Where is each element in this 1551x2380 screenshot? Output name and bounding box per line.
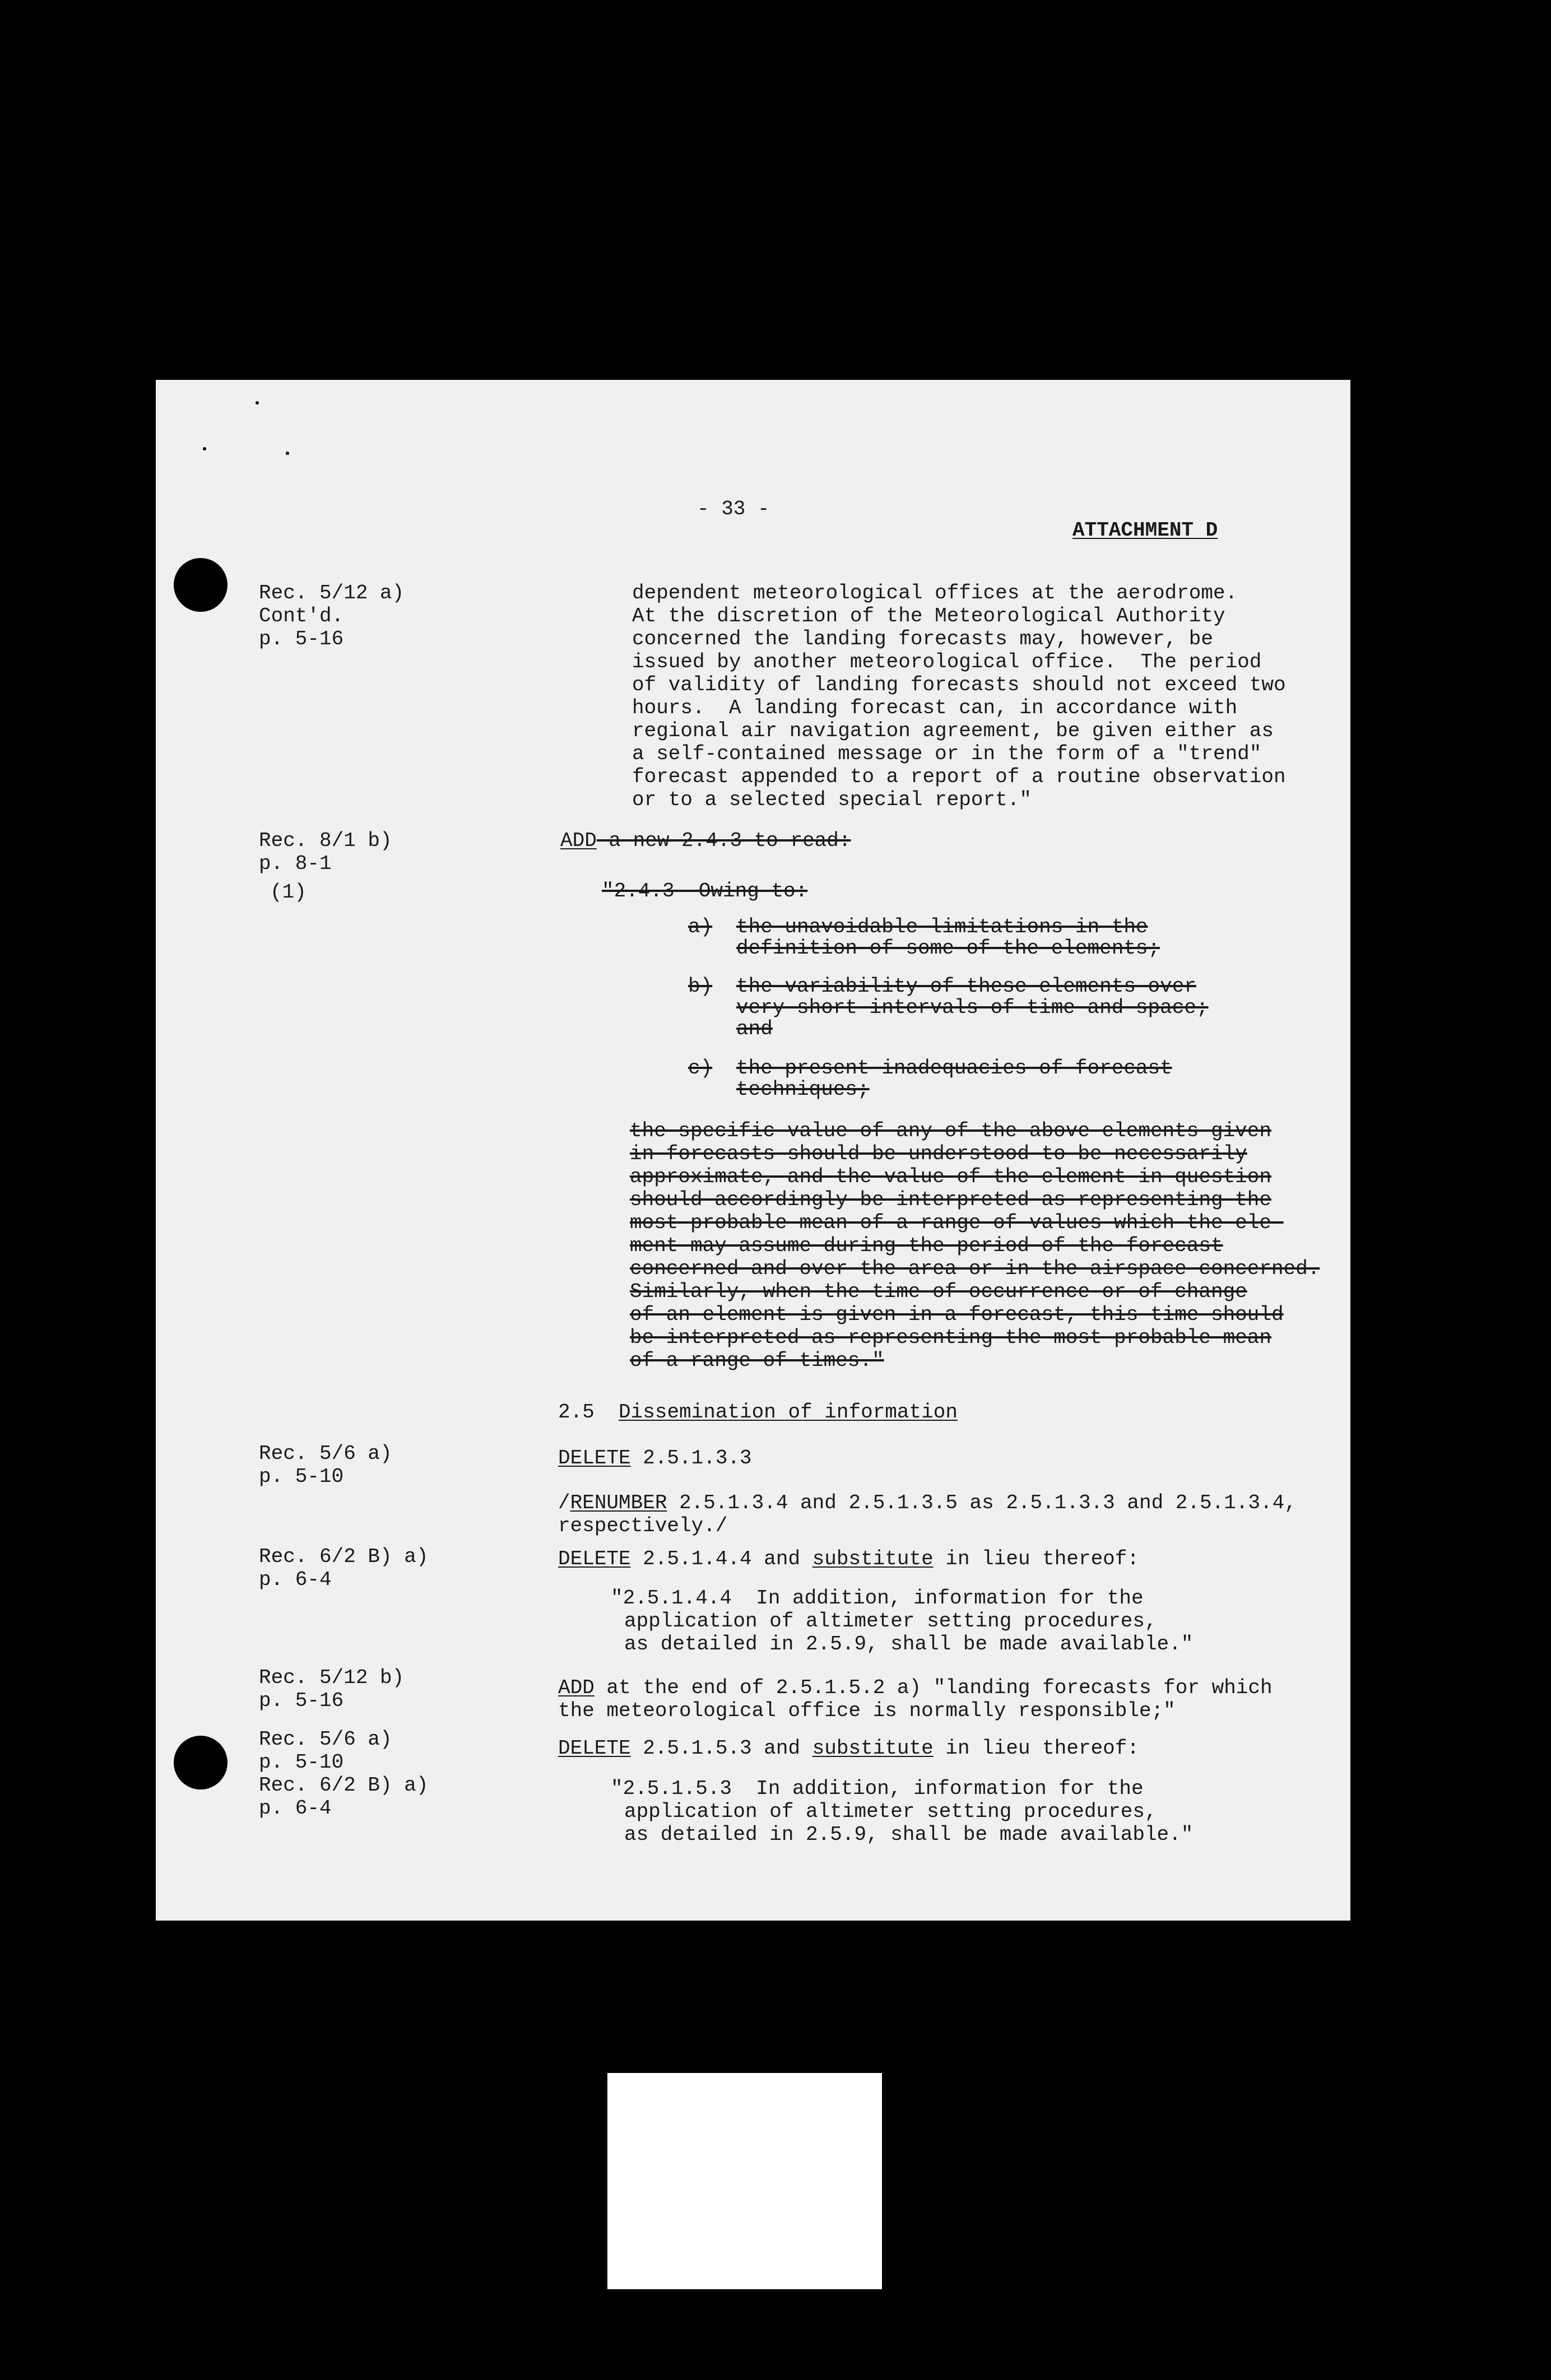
delete-substitute-2-5-1-4-4: DELETE 2.5.1.4.4 and substitute in lieu thereof: — [558, 1547, 1139, 1570]
speck — [256, 401, 259, 405]
delete-2-5-1-3-3: DELETE 2.5.1.3.3 — [558, 1447, 752, 1470]
blank-white-card — [607, 2073, 882, 2289]
section-heading-2-5: 2.5 Dissemination of information — [558, 1401, 958, 1424]
speck — [286, 452, 289, 455]
margin-ref-3: Rec. 5/6 a) p. 5-10 — [259, 1442, 392, 1488]
margin-ref-6: Rec. 5/6 a) p. 5-10 Rec. 6/2 B) a) p. 6-4 — [259, 1728, 429, 1820]
margin-ref-4: Rec. 6/2 B) a) p. 6-4 — [259, 1545, 429, 1591]
margin-ref-2: Rec. 8/1 b) p. 8-1 (1) — [259, 829, 392, 904]
margin-ref-5: Rec. 5/12 b) p. 5-16 — [259, 1666, 405, 1712]
attachment-label: ATTACHMENT D — [1072, 519, 1218, 542]
scan-background: - 33 - ATTACHMENT D Rec. 5/12 a) Cont'd. p. 5-16 Rec. 8/1 b) p. 8-1 (1) Rec. 5/6 a) p. 5-10 Rec. 6/2 B) a) p. 6-4 Rec. 5/12 b) p. 5-16 Rec. 5/6 a) p. 5-10 Rec. 6/2 B) a) p. 6-4 dependent meteorological offices at the aerodrome. At the discretion of the Meteorological Authority concerned the landing forecasts may, however, be issued by another meteorological office. The period of validity of landing forecasts should not exceed two hours. A landing forecast can, in accordance with regional air navigation agreement, be given either as a self-contained message or in the form of a "trend" forecast appended to a report of a routine observation or to a selected special report." ADD a new 2.4.3 to read: "2.4.3 Owing to: a) the unavoidable limitations in the definition of some of the elements; b) the variability of these elements over very short intervals of time and space; and c) the present inadequacies of forecast techniques; the specific value of any of the above elements given in forecasts should be understood to be necessarily approximate, and the value of the element in question should accordingly be interpreted as representing the most probable mean of a range of values which the ele- ment may assume during the period of the forecast concerned and over the area or in the airspace concerned. Similarly, when the time of occurrence or of change of an element is given in a forecast, this time should be interpreted as representing the most probable mean of a range of times." 2.5 Dissemination of information DELETE 2.5.1.3.3 /RENUMBER 2.5.1.3.4 and 2.5.1.3.5 as 2.5.1.3.3 and 2.5.1.3.4, respectively./ DELETE 2.5.1.4.4 and substitute in lieu thereof: "2.5.1.4.4 In addition, information for the application of altimeter setting procedures, as detailed in 2.5.9, shall be made available." ADD at the end of 2.5.1.5.2 a) "landing forecasts for which the meteorological office is normally responsible;" DELETE 2.5.1.5.3 and substitute in lieu thereof: "2.5.1.5.3 In addition, information for the application of altimeter setting procedures, as detailed in 2.5.9, shall be made available." — [0, 0, 1551, 2380]
punch-hole — [174, 558, 227, 612]
speck — [203, 447, 206, 450]
page-number: - 33 - — [697, 498, 770, 520]
paragraph-landing-forecasts: dependent meteorological offices at the aerodrome. At the discretion of the Meteorological Authority concerned the landing forecasts may, however, be issued by another meteorological office. The period of validity of landing forecasts should not exceed two hours. A landing forecast can, in accordance with regional air navigation agreement, be given either as a self-contained message or in the form of a "trend" forecast appended to a report of a routine observation or to a selected special report." — [632, 582, 1286, 811]
add-landing-forecasts: ADD at the end of 2.5.1.5.2 a) "landing forecasts for which the meteorological office is normally responsible;" — [558, 1676, 1273, 1722]
quote-2-4-3-struck: "2.4.3 Owing to: — [602, 880, 808, 903]
add-instruction-struck: ADD a new 2.4.3 to read: — [560, 829, 851, 852]
quote-2-5-1-5-3: "2.5.1.5.3 In addition, information for the application of altimeter setting procedures, as detailed in 2.5.9, shall be made available." — [611, 1777, 1194, 1846]
margin-ref-1: Rec. 5/12 a) Cont'd. p. 5-16 — [259, 582, 405, 650]
punch-hole — [174, 1736, 227, 1789]
struck-paragraph: the specific value of any of the above elements given in forecasts should be understood to be necessarily approximate, and the value of the element in question should accordingly be interpreted as representing the most probable mean of a range of values which the ele- ment may assume during the period of the forecast concerned and over the area or in the airspace concerned. Similarly, when the time of occurrence or of change of an element is given in a forecast, this time should be interpreted as representing the most probable mean of a range of times." — [630, 1119, 1320, 1372]
quote-2-5-1-4-4: "2.5.1.4.4 In addition, information for the application of altimeter setting procedures, as detailed in 2.5.9, shall be made available." — [611, 1587, 1194, 1656]
delete-substitute-2-5-1-5-3: DELETE 2.5.1.5.3 and substitute in lieu thereof: — [558, 1737, 1139, 1760]
renumber-instruction: /RENUMBER 2.5.1.3.4 and 2.5.1.3.5 as 2.5.1.3.3 and 2.5.1.3.4, respectively./ — [558, 1491, 1297, 1537]
